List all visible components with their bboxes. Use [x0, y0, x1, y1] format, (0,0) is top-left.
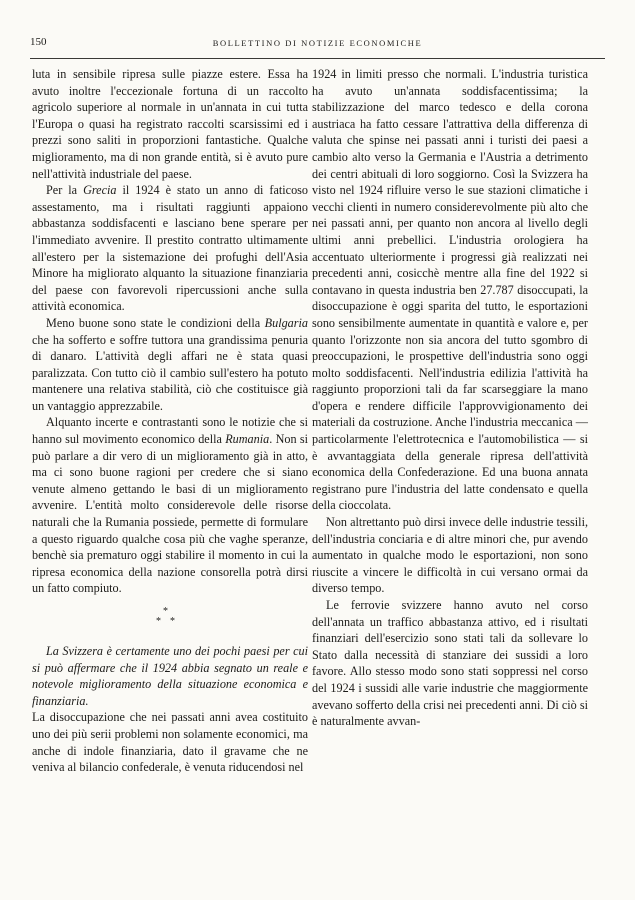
running-title: BOLLETTINO DI NOTIZIE ECONOMICHE: [212, 38, 423, 48]
paragraph-bulgaria: [32, 315, 308, 415]
right-column: [312, 66, 588, 730]
country-name-greece: Grecia: [83, 183, 117, 198]
left-column: [32, 66, 308, 776]
paragraph-railways: Le ferrovie svizzere hanno avuto nel corso dell'annata un traffico abbastanza attivo, ed i risultati finanziari dell'esercizio sono stati tali da sollevare lo Stato dalla necessità di stanziare dei sussidi a loro favore. Allo stesso modo sono stati soppressi nel corso del 1924 i sussidi alle varie industrie che maggiormente avevano sofferto della crisi nei precedenti anni. Di ciò si è naturalmente avvan-: [312, 598, 588, 729]
paragraph-switzerland-lead: La Svizzera è certamente uno dei pochi paesi per cui si può affermare che il 1924 abbia segnato un reale e notevole miglioramento della situazione economica e finanziaria.: [32, 644, 308, 708]
text-run: Meno buone sono state le condizioni della: [46, 315, 265, 330]
country-name-rumania: Rumania: [225, 432, 270, 447]
text-run: il 1924 è stato un anno di faticoso assestamento, ma i risultati raggiunti appaiono abbastanza soddisfacenti e lasciano bene sperare per l'immediato avvenire. Il prestito contratto ultimamente all'estero per la sistemazione dei profughi dell'Asia Minore ha migliorato alquanto la situazione finanziaria del paese con favorevoli ripercussioni anche sulla attività economica.: [32, 183, 309, 314]
asterism-star: *: [170, 616, 175, 627]
asterism-star: *: [163, 606, 168, 617]
header-rule: [30, 58, 605, 59]
page-number: 150: [30, 36, 47, 48]
text-run: Alquanto incerte e contrastanti sono le notizie che si hanno sul movimento economico della: [32, 415, 308, 447]
paragraph-textiles: Non altrettanto può dirsi invece delle industrie tessili, dell'industria conciaria e di altre minori che, pur avendo aumentato in qualche modo le esportazioni, non sono riuscite a vincere le difficoltà in cui versano ormai da diverso tempo.: [312, 515, 588, 596]
paragraph-switzerland-industry: 1924 in limiti presso che normali. L'industria turistica ha avuto un'annata soddisfacentissima; la stabilizzazione del marco tedesco e della corona austriaca ha fatto cessare l'attrattiva della differenza di valuta che spinse nei passati anni i turisti dei paesi a cambio alto verso la Germania e l'Austria a detrimento dei centri abituali di loro soggiorno. Così la Svizzera ha visto nel 1924 rifluire verso le sue stazioni climatiche i vecchi clienti in numero considerevolmente più alto che nei passati anni, per quanto non ancora al livello degli ultimi anni prebellici. L'industria orologiera ha accentuato ulteriormente i progressi già realizzati nei precedenti anni, cosicchè mentre alla fine del 1922 si contavano in questa industria ben 27.787 disoccupati, la disoccupazione è oggi sparita del tutto, le esportazioni sono sensibilmente aumentate in quantità e valore e, per quanto l'orizzonte non sia ancora del tutto sgombro di preoccupazioni, le prospettive dell'industria sono oggi molto soddisfacenti. Nell'industria edilizia l'attività ha raggiunto proporzioni tali da far scarseggiare la mano d'opera e rendere difficile l'approvvigionamento dei materiali da costruzione. Anche l'industria meccanica — particolarmente l'elettrotecnica e l'automobilistica — si è avvantaggiata della generale ripresa dell'attività economica della Confederazione. Ed una buona annata registrano pure l'industria del latte condensato e quella della cioccolata.: [312, 67, 588, 513]
text-run: che ha sofferto e soffre tuttora una grandissima penuria di danaro. L'attività degli affari ne è stata quasi paralizzata. Con tutto ciò il cambio sull'estero ha potuto mantenere una relativa stabilità, ciò che costituisce già un vantaggio apprezzabile.: [32, 332, 308, 413]
section-separator: [32, 605, 308, 633]
text-run: . Non si può parlare a dir vero di un miglioramento già in atto, ma ci sono buone ragioni per credere che si siano venute almeno gettando le basi di un miglioramento avvenire. L'entità molto considerevole delle risorse naturali che la Rumania possiede, permette di formulare a questo riguardo qualche cosa più che vaghe speranze, benchè sia prematuro oggi stabilire il momento in cui la ripresa economica della nazione consorella potrà dirsi un fatto compiuto.: [32, 432, 308, 596]
paragraph-continuation: luta in sensibile ripresa sulle piazze estere. Essa ha avuto inoltre l'eccezionale fortuna di un raccolto agricolo superiore al normale in un'annata in cui tutta l'Europa o quasi ha registrato raccolti scarsissimi ed i prezzi sono saliti in proporzioni fantastiche. Qualche miglioramento, ma di non grande entità, si è avuto pure nell'attività industriale del paese.: [32, 67, 308, 181]
paragraph-greece: [32, 182, 308, 315]
asterism-star: *: [156, 616, 161, 627]
paragraph-rumania: [32, 414, 308, 597]
paragraph-switzerland-body: La disoccupazione che nei passati anni avea costituito uno dei più serii problemi non solamente economici, ma anche di indole finanziaria, dato il gravame che ne veniva al bilancio confederale, è venuta riducendosi nel: [32, 710, 308, 775]
running-header: [30, 36, 605, 52]
text-run: Per la: [46, 183, 84, 198]
country-name-bulgaria: Bulgaria: [264, 315, 308, 330]
